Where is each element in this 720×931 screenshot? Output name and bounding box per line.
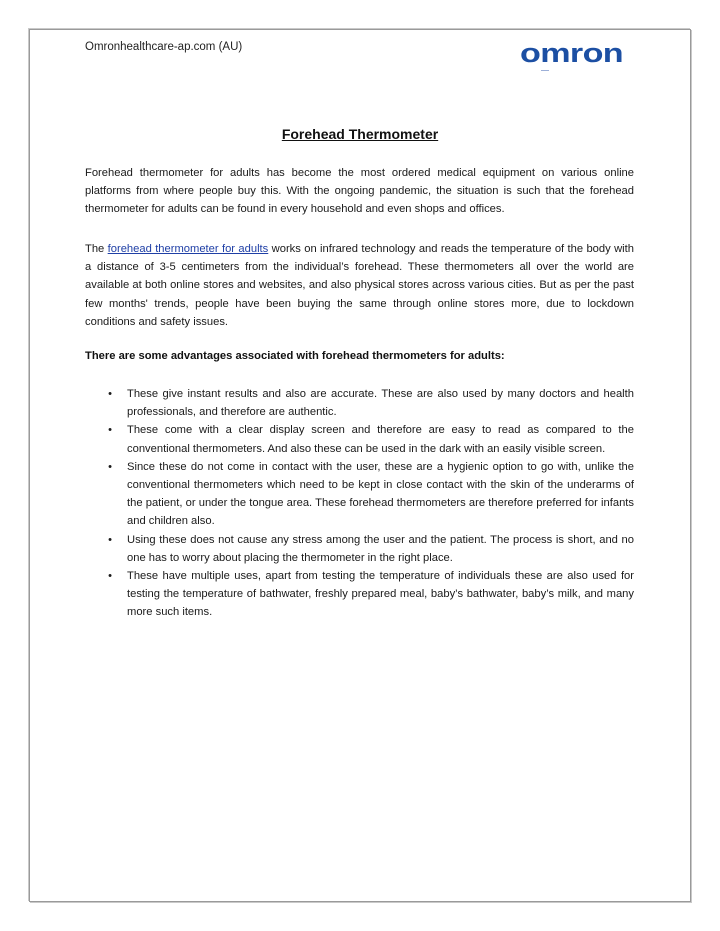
- list-item: [85, 421, 634, 457]
- bullet-icon: •: [108, 460, 112, 473]
- list-item-text: Since these do not come in contact with the user, these are a hygienic option to go with, unlike the conventional thermometers which need to be kept in close contact with the skin of the underarms of the patient, or under the tongue area. These forehead thermometers are therefore preferred for infants and children also.: [127, 460, 634, 528]
- bullet-icon: •: [108, 388, 112, 400]
- header-site-label: Omronhealthcare-ap.com (AU): [85, 41, 243, 53]
- list-item: [85, 458, 634, 531]
- intro-paragraph: Forehead thermometer for adults has become the most ordered medical equipment on various online platforms from where people buy this. With the ongoing pandemic, the situation is such that the forehead thermometer for adults can be found in every household and even shops and offices.: [85, 167, 634, 216]
- omron-logo: [519, 40, 624, 66]
- bullet-icon: •: [108, 533, 112, 546]
- list-item: [85, 567, 634, 622]
- document-title: Forehead Thermometer: [281, 126, 439, 142]
- list-item-text: These have multiple uses, apart from testing the temperature of individuals these are also used for testing the temperature of bathwater, freshly prepared meal, baby’s bathwater, baby’s milk, and many more such items.: [127, 570, 634, 619]
- bullet-icon: •: [108, 424, 112, 437]
- list-item: [85, 385, 634, 421]
- list-item-text: Using these does not cause any stress among the user and the patient. The process is short, and no one has to worry about placing the thermometer in the right place.: [127, 533, 634, 564]
- list-item-text: These come with a clear display screen and therefore are easy to read as compared to the conventional thermometers. And also these can be used in the dark with an easily visible screen.: [127, 424, 634, 455]
- bullet-icon: •: [108, 570, 112, 583]
- logo-underline-mark: [541, 70, 549, 71]
- forehead-thermometer-link[interactable]: forehead thermometer for adults: [107, 243, 269, 255]
- advantages-list: [85, 385, 634, 622]
- advantages-subheading: There are some advantages associated with forehead thermometers for adults:: [85, 350, 505, 362]
- list-item-text: These give instant results and also are accurate. These are also used by many doctors and health professionals, and therefore are authentic.: [127, 388, 634, 419]
- second-paragraph: [85, 240, 634, 331]
- list-item: [85, 531, 634, 567]
- logo-text: omron: [520, 40, 623, 66]
- paragraph-text-end: works on infrared technology and reads the temperature of the body with a distance of 3-5 centimeters from the individual’s forehead. These thermometers all over the world are available at both online stores and websites, and also physical stores across various cities. But as per the past few months' trends, people have been buying the same through online stores more, due to lockdown conditions and safety issues.: [85, 243, 634, 328]
- paragraph-text-start: The: [85, 243, 108, 255]
